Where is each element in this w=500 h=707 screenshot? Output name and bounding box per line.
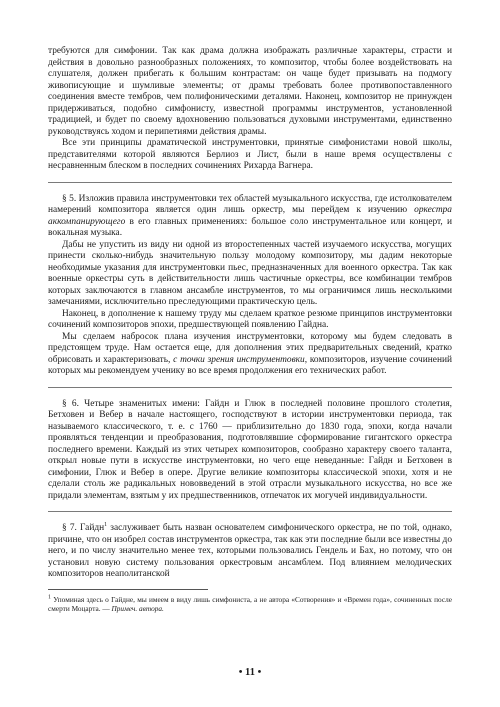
- section-divider: [48, 387, 452, 388]
- footnote-rule: [48, 589, 208, 590]
- section-6-paragraph: § 6. Четыре знаменитых имени: Гайдн и Глюк в последней половине прошлого столетия, Бетховен и Вебер в начале настоящего, господствуют в истории инструментовки периода, так называемого классического, т. е. с 1760 — приблизительно до 1830 года, эпохи, когда начали проявляться тенденции и преобразования, подготовлявшие сформирование гигантского оркестра последнего времени. Каждый из этих четырех композиторов, сообразно характеру своего таланта, открыл новые пути в искусстве инструментовки, но чего еще неведанные: Гайдн и Бетховен в симфонии, Глюк и Вебер в опере. Другие великие композиторы классической эпохи, хотя и не сделали столь же радикальных нововведений в этой отрасли музыкального искусства, но все же придали элементам, взятым у их предшественников, отпечаток их могучей индивидуальности.: [48, 398, 452, 501]
- paragraph: Все эти принципы драматической инструментовки, принятые симфонистами новой школы, представителями которой являются Берлиоз и Лист, были в наше время осуществлены с несравненным блеском в последних сочинениях Рихарда Вагнера.: [48, 138, 452, 171]
- section-divider: [48, 511, 452, 512]
- paragraph: Наконец, в дополнение к нашему труду мы сделаем краткое резюме принципов инструментовки сочинений композиторов эпохи, предшествующей появлению Гайдна.: [48, 308, 452, 330]
- section-5-paragraph: § 5. Изложив правила инструментовки тех областей музыкального искусства, где истолкователем намерений композитора является один лишь оркестр, мы перейдем к изучению оркестра аккомпанирующего в его главных применениях: большое соло инструментальное или концерт, и вокальная музыка.: [48, 193, 452, 238]
- emphasis-text: с точки зрения инструментовки: [173, 354, 305, 365]
- footnote-attribution: Примеч. автора.: [111, 603, 164, 613]
- paragraph: Дабы не упустить из виду ни одной из второстепенных частей изучаемого искусства, могущих принести сколько-нибудь значительную пользу молодому композитору, мы дадим некоторые необходимые указания для инструментовки пьес, предназначенных для военного оркестра. Так как военные оркестры суть в действительности лишь частичные оркестры, все комбинации тембров которых заключаются в главном ансамбле инструментов, то мы ограничимся лишь несколькими замечаниями, исключительно преследующими практическую цель.: [48, 239, 452, 307]
- paragraph: требуются для симфонии. Так как драма должна изображать различные характеры, страсти и действия в довольно разнообразных положениях, то композитор, чтобы более воздействовать на слушателя, должен прибегать к большим контрастам: он чаще будет призывать на подмогу живописующие и шумливые элементы; от драмы требовать более противопоставленного соединения вместе тембров, чем полифоническими деталями. Наконец, композитор не принужден придерживаться, подобно симфонисту, известной программы инструментов, установленной традицией, и будет по своему вдохновению пользоваться духовыми инструментами, единственно руководствуясь ходом и перипетиями действия драмы.: [48, 46, 452, 137]
- footnote: $^1$ Упоминая здесь о Гайдне, мы имеем в виду лишь симфониста, а не автора «Сотворения» и «Времен года», сочиненных после смерти Моцарта. — Примеч. автора.: [48, 594, 452, 613]
- emphasis-text: оркестра аккомпанирующего: [48, 205, 452, 227]
- paragraph: Мы сделаем набросок плана изучения инструментовки, которому мы будем следовать в предстоящем труде. Нам остается еще, для дополнения этих предварительных сведений, кратко обрисовать и характеризовать, с точки зрения инструментовки, композиторов, изучение сочинений которых мы рекомендуем ученику во все время продолжения его технических работ.: [48, 331, 452, 376]
- footnote-marker: 1: [104, 521, 108, 528]
- section-7-paragraph: § 7. Гайдн$^1$ заслуживает быть назван основателем симфонического оркестра, не по той, однако, причине, что он изобрел состав инструментов оркестра, так как эти последние были все известны до него, и по числу значительно менее тех, которыми пользовались Гендель и Бах, но потому, что он установил новую систему пользования оркестровым ансамблем. Под влиянием мелодических композиторов неаполитанской: [48, 521, 453, 579]
- document-page: [48, 46, 452, 613]
- footnote-marker: 1: [48, 594, 51, 601]
- section-divider: [48, 182, 452, 183]
- page-number: • 11 •: [238, 667, 262, 678]
